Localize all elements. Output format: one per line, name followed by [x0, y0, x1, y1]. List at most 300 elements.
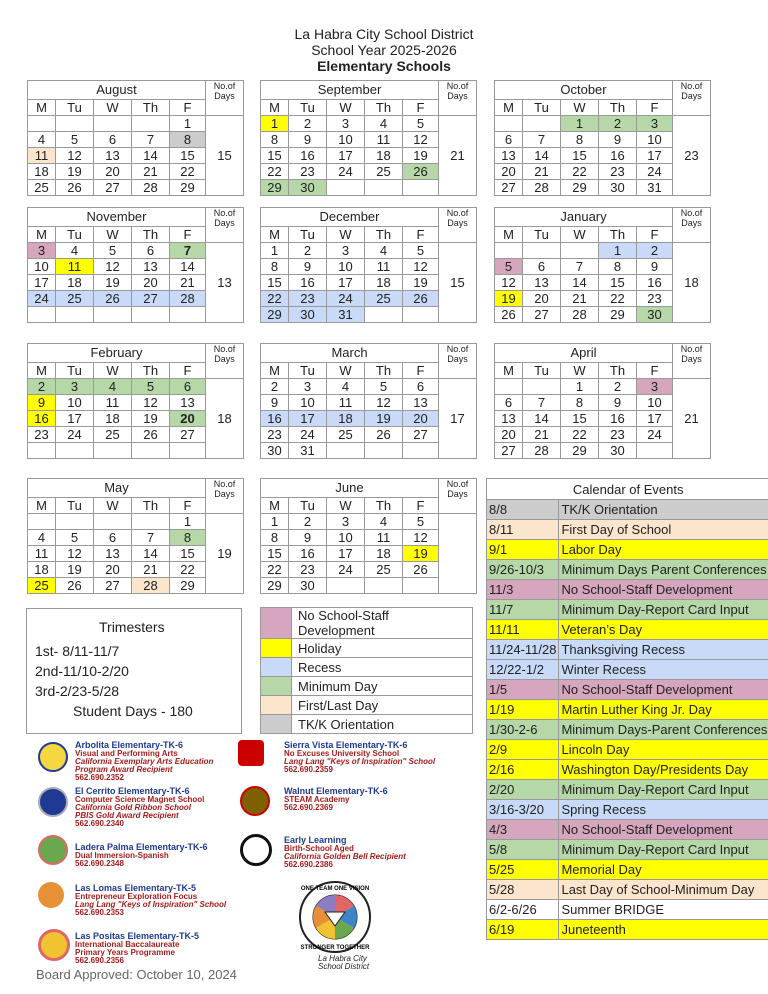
trimester-2: 2nd-11/10-2/20	[35, 663, 129, 679]
school-las-positas: Las Positas Elementary-TK-5 International Baccalaureate Primary Years Programme 562.690.2356	[75, 931, 200, 965]
day-cell	[28, 116, 56, 132]
day-cell: 2	[637, 243, 673, 259]
no-of-days-label: No.of Days	[439, 81, 477, 116]
event-date: 8/11	[487, 520, 559, 540]
school-ladera-palma: Ladera Palma Elementary-TK-6 Dual Immersion-Spanish 562.690.2348	[75, 842, 208, 868]
day-cell: 13	[403, 395, 439, 411]
day-cell: 29	[261, 578, 289, 594]
day-cell: 5	[495, 259, 523, 275]
no-of-days-label: No.of Days	[206, 81, 244, 116]
day-cell: 4	[365, 116, 403, 132]
weekday-header: F	[170, 227, 206, 243]
day-cell: 9	[599, 395, 637, 411]
day-cell: 18	[28, 562, 56, 578]
weekday-header: M	[28, 363, 56, 379]
day-cell: 24	[637, 164, 673, 180]
weekday-header: F	[637, 363, 673, 379]
seal-bottom-text: STRONGER TOGETHER	[300, 945, 370, 951]
weekday-header: M	[28, 498, 56, 514]
day-cell: 30	[599, 443, 637, 459]
day-cell: 23	[289, 164, 327, 180]
legend-label: Holiday	[292, 639, 473, 658]
day-cell: 27	[403, 427, 439, 443]
month-name: May	[28, 479, 206, 498]
seal-caption: La Habra City School District	[318, 954, 370, 971]
school-arbolita: Arbolita Elementary-TK-6 Visual and Performing Arts California Exemplary Arts Education Program Award Recipient 562.690.2352	[75, 740, 214, 782]
event-date: 1/30-2-6	[487, 720, 559, 740]
event-date: 11/11	[487, 620, 559, 640]
day-cell: 26	[365, 427, 403, 443]
day-cell: 7	[523, 132, 561, 148]
weekday-header: Tu	[523, 363, 561, 379]
day-cell: 30	[289, 307, 327, 323]
day-cell: 19	[365, 411, 403, 427]
weekday-header: M	[261, 363, 289, 379]
day-cell: 15	[261, 275, 289, 291]
legend-swatch-rec	[261, 658, 292, 677]
day-cell	[327, 443, 365, 459]
day-cell: 14	[132, 546, 170, 562]
weekday-header: Th	[132, 100, 170, 116]
trimesters-title: Trimesters	[99, 619, 165, 635]
day-cell: 11	[28, 546, 56, 562]
day-cell	[94, 514, 132, 530]
month-name: February	[28, 344, 206, 363]
day-cell: 13	[170, 395, 206, 411]
walnut-logo-icon	[240, 786, 270, 816]
legend-label: First/Last Day	[292, 696, 473, 715]
day-cell: 17	[637, 148, 673, 164]
day-cell: 1	[261, 514, 289, 530]
weekday-header: Th	[599, 100, 637, 116]
day-cell: 19	[403, 546, 439, 562]
day-cell: 19	[403, 275, 439, 291]
school-year: School Year 2025-2026	[311, 42, 457, 58]
event-name: Last Day of School-Minimum Day	[559, 880, 768, 900]
event-name: No School-Staff Development	[559, 680, 768, 700]
day-cell: 5	[403, 116, 439, 132]
day-cell	[365, 443, 403, 459]
day-cell: 13	[132, 259, 170, 275]
days-count: 18	[206, 379, 244, 459]
day-cell: 3	[327, 514, 365, 530]
day-cell: 26	[403, 291, 439, 307]
days-count: 21	[673, 379, 711, 459]
day-cell: 20	[170, 411, 206, 427]
events-title: Calendar of Events	[487, 479, 768, 500]
day-cell: 20	[495, 164, 523, 180]
event-name: Labor Day	[559, 540, 768, 560]
day-cell: 7	[132, 530, 170, 546]
day-cell: 3	[637, 116, 673, 132]
day-cell: 13	[94, 148, 132, 164]
day-cell: 20	[94, 164, 132, 180]
day-cell	[170, 307, 206, 323]
legend-label: No School-Staff Development	[292, 608, 473, 639]
day-cell: 29	[170, 578, 206, 594]
month-name: August	[28, 81, 206, 100]
month-october	[494, 80, 711, 196]
day-cell: 23	[289, 291, 327, 307]
day-cell: 2	[599, 379, 637, 395]
event-name: Minimum Days Parent Conferences	[559, 560, 768, 580]
day-cell: 8	[261, 132, 289, 148]
day-cell: 2	[28, 379, 56, 395]
day-cell: 19	[132, 411, 170, 427]
calendar-of-events	[486, 478, 768, 940]
day-cell: 11	[365, 259, 403, 275]
weekday-header: M	[261, 100, 289, 116]
day-cell: 6	[523, 259, 561, 275]
day-cell: 7	[132, 132, 170, 148]
event-name: Memorial Day	[559, 860, 768, 880]
month-september	[260, 80, 477, 196]
day-cell	[327, 180, 365, 196]
weekday-header: W	[327, 498, 365, 514]
weekday-header: F	[170, 498, 206, 514]
day-cell	[56, 307, 94, 323]
day-cell	[327, 578, 365, 594]
day-cell: 17	[327, 275, 365, 291]
month-april	[494, 343, 711, 459]
board-approved: Board Approved: October 10, 2024	[36, 967, 237, 982]
day-cell	[132, 443, 170, 459]
day-cell: 22	[170, 562, 206, 578]
weekday-header: F	[403, 363, 439, 379]
weekday-header: Th	[599, 227, 637, 243]
day-cell	[523, 379, 561, 395]
event-date: 8/8	[487, 500, 559, 520]
event-name: No School-Staff Development	[559, 580, 768, 600]
no-of-days-label: No.of Days	[673, 81, 711, 116]
day-cell: 16	[599, 148, 637, 164]
day-cell: 28	[132, 180, 170, 196]
event-date: 6/2-6/26	[487, 900, 559, 920]
no-of-days-label: No.of Days	[206, 208, 244, 243]
day-cell: 14	[523, 148, 561, 164]
event-name: No School-Staff Development	[559, 820, 768, 840]
day-cell: 4	[365, 243, 403, 259]
day-cell: 5	[56, 132, 94, 148]
day-cell: 15	[561, 148, 599, 164]
event-date: 9/1	[487, 540, 559, 560]
day-cell: 30	[289, 180, 327, 196]
day-cell: 5	[365, 379, 403, 395]
event-name: Martin Luther King Jr. Day	[559, 700, 768, 720]
day-cell: 4	[56, 243, 94, 259]
day-cell: 21	[561, 291, 599, 307]
days-count: 15	[439, 243, 477, 323]
event-date: 4/3	[487, 820, 559, 840]
event-name: Lincoln Day	[559, 740, 768, 760]
month-february	[27, 343, 244, 459]
day-cell: 5	[132, 379, 170, 395]
day-cell: 1	[170, 116, 206, 132]
day-cell: 12	[403, 132, 439, 148]
event-date: 12/22-1/2	[487, 660, 559, 680]
day-cell: 25	[56, 291, 94, 307]
day-cell: 9	[261, 395, 289, 411]
day-cell	[403, 180, 439, 196]
day-cell	[523, 243, 561, 259]
day-cell: 26	[56, 180, 94, 196]
day-cell: 16	[599, 411, 637, 427]
day-cell: 10	[637, 395, 673, 411]
day-cell: 11	[28, 148, 56, 164]
day-cell: 15	[261, 546, 289, 562]
day-cell: 20	[132, 275, 170, 291]
day-cell: 29	[599, 307, 637, 323]
day-cell: 1	[261, 116, 289, 132]
day-cell: 26	[56, 578, 94, 594]
day-cell: 26	[132, 427, 170, 443]
month-january	[494, 207, 711, 323]
day-cell: 26	[94, 291, 132, 307]
weekday-header: Tu	[523, 100, 561, 116]
day-cell: 20	[523, 291, 561, 307]
day-cell: 5	[403, 514, 439, 530]
day-cell: 23	[599, 427, 637, 443]
day-cell: 17	[289, 411, 327, 427]
event-name: Winter Recess	[559, 660, 768, 680]
day-cell: 14	[170, 259, 206, 275]
day-cell: 10	[289, 395, 327, 411]
day-cell: 5	[403, 243, 439, 259]
weekday-header: Tu	[523, 227, 561, 243]
day-cell: 18	[28, 164, 56, 180]
day-cell: 2	[289, 514, 327, 530]
weekday-header: F	[637, 227, 673, 243]
weekday-header: Tu	[56, 498, 94, 514]
day-cell: 6	[403, 379, 439, 395]
day-cell: 17	[327, 546, 365, 562]
day-cell: 16	[637, 275, 673, 291]
day-cell: 3	[28, 243, 56, 259]
day-cell: 20	[403, 411, 439, 427]
month-march	[260, 343, 477, 459]
day-cell: 15	[561, 411, 599, 427]
event-name: Washington Day/Presidents Day	[559, 760, 768, 780]
day-cell: 2	[289, 243, 327, 259]
day-cell: 17	[28, 275, 56, 291]
day-cell: 11	[365, 132, 403, 148]
day-cell: 16	[28, 411, 56, 427]
legend-label: Recess	[292, 658, 473, 677]
day-cell: 24	[637, 427, 673, 443]
no-of-days-label: No.of Days	[673, 344, 711, 379]
weekday-header: F	[170, 100, 206, 116]
day-cell: 3	[327, 243, 365, 259]
day-cell: 24	[327, 291, 365, 307]
trimester-3: 3rd-2/23-5/28	[35, 683, 120, 699]
district-seal-icon	[298, 880, 372, 954]
day-cell: 27	[523, 307, 561, 323]
arbolita-logo-icon	[38, 742, 68, 772]
month-name: March	[261, 344, 439, 363]
event-date: 11/7	[487, 600, 559, 620]
day-cell	[94, 443, 132, 459]
las-positas-logo-icon	[38, 929, 70, 961]
day-cell: 13	[523, 275, 561, 291]
month-december	[260, 207, 477, 323]
day-cell: 26	[403, 562, 439, 578]
day-cell: 13	[94, 546, 132, 562]
day-cell: 6	[132, 243, 170, 259]
day-cell: 10	[56, 395, 94, 411]
day-cell: 29	[261, 307, 289, 323]
day-cell: 3	[327, 116, 365, 132]
day-cell: 18	[365, 275, 403, 291]
ladera-palma-logo-icon	[38, 835, 68, 865]
month-name: September	[261, 81, 439, 100]
event-date: 11/3	[487, 580, 559, 600]
no-of-days-label: No.of Days	[206, 344, 244, 379]
days-count: 21	[439, 116, 477, 196]
event-date: 5/28	[487, 880, 559, 900]
day-cell: 8	[599, 259, 637, 275]
weekday-header: M	[495, 363, 523, 379]
day-cell: 25	[94, 427, 132, 443]
event-date: 1/19	[487, 700, 559, 720]
day-cell: 25	[365, 562, 403, 578]
day-cell: 19	[495, 291, 523, 307]
no-of-days-label: No.of Days	[439, 344, 477, 379]
day-cell: 18	[327, 411, 365, 427]
weekday-header: Th	[365, 227, 403, 243]
day-cell	[403, 578, 439, 594]
day-cell: 30	[599, 180, 637, 196]
days-count: 18	[673, 243, 711, 323]
day-cell: 8	[261, 530, 289, 546]
day-cell	[365, 180, 403, 196]
weekday-header: F	[403, 100, 439, 116]
las-lomas-lion-icon	[38, 882, 64, 908]
day-cell	[403, 443, 439, 459]
day-cell: 14	[523, 411, 561, 427]
day-cell: 11	[327, 395, 365, 411]
trimester-1: 1st- 8/11-11/7	[35, 643, 120, 659]
event-name: Summer BRIDGE	[559, 900, 768, 920]
day-cell: 1	[599, 243, 637, 259]
month-name: April	[495, 344, 673, 363]
day-cell: 19	[56, 562, 94, 578]
day-cell: 6	[94, 530, 132, 546]
day-cell: 9	[637, 259, 673, 275]
weekday-header: M	[261, 498, 289, 514]
day-cell: 29	[170, 180, 206, 196]
page-title: Elementary Schools	[317, 58, 451, 74]
day-cell: 3	[56, 379, 94, 395]
day-cell: 18	[365, 546, 403, 562]
event-name: TK/K Orientation	[559, 500, 768, 520]
day-cell: 11	[365, 530, 403, 546]
day-cell: 19	[403, 148, 439, 164]
days-count: 17	[439, 379, 477, 459]
day-cell	[561, 243, 599, 259]
month-name: January	[495, 208, 673, 227]
day-cell: 14	[561, 275, 599, 291]
day-cell: 3	[637, 379, 673, 395]
legend-swatch-tk	[261, 715, 292, 734]
day-cell	[56, 443, 94, 459]
day-cell: 24	[327, 164, 365, 180]
weekday-header: W	[327, 227, 365, 243]
weekday-header: F	[403, 498, 439, 514]
day-cell: 7	[561, 259, 599, 275]
weekday-header: W	[561, 363, 599, 379]
day-cell: 15	[261, 148, 289, 164]
event-date: 5/25	[487, 860, 559, 880]
weekday-header: Th	[599, 363, 637, 379]
legend-label: Minimum Day	[292, 677, 473, 696]
day-cell: 22	[261, 291, 289, 307]
day-cell: 13	[495, 148, 523, 164]
day-cell: 16	[261, 411, 289, 427]
day-cell	[56, 116, 94, 132]
day-cell: 9	[28, 395, 56, 411]
day-cell: 31	[327, 307, 365, 323]
day-cell: 12	[365, 395, 403, 411]
day-cell: 4	[365, 514, 403, 530]
legend-label: TK/K Orientation	[292, 715, 473, 734]
event-date: 2/16	[487, 760, 559, 780]
day-cell: 2	[599, 116, 637, 132]
day-cell: 22	[561, 427, 599, 443]
day-cell: 24	[56, 427, 94, 443]
day-cell: 8	[561, 395, 599, 411]
days-count: 19	[206, 514, 244, 594]
day-cell: 7	[170, 243, 206, 259]
legend-swatch-fl	[261, 696, 292, 715]
day-cell: 22	[261, 562, 289, 578]
day-cell: 9	[289, 259, 327, 275]
day-cell: 21	[523, 164, 561, 180]
day-cell: 11	[56, 259, 94, 275]
day-cell: 30	[637, 307, 673, 323]
day-cell: 21	[523, 427, 561, 443]
weekday-header: Tu	[56, 363, 94, 379]
legend-swatch-min	[261, 677, 292, 696]
day-cell: 26	[495, 307, 523, 323]
day-cell: 9	[289, 132, 327, 148]
weekday-header: W	[94, 498, 132, 514]
day-cell: 8	[561, 132, 599, 148]
day-cell: 13	[495, 411, 523, 427]
day-cell: 10	[28, 259, 56, 275]
day-cell: 23	[289, 562, 327, 578]
early-learning-panda-icon	[240, 834, 272, 866]
weekday-header: M	[28, 227, 56, 243]
weekday-header: W	[94, 100, 132, 116]
weekday-header: Th	[132, 498, 170, 514]
day-cell	[28, 307, 56, 323]
day-cell: 21	[132, 562, 170, 578]
event-name: First Day of School	[559, 520, 768, 540]
day-cell: 15	[170, 148, 206, 164]
day-cell: 10	[327, 259, 365, 275]
day-cell: 28	[523, 443, 561, 459]
day-cell	[56, 514, 94, 530]
day-cell: 29	[261, 180, 289, 196]
day-cell	[365, 578, 403, 594]
day-cell	[523, 116, 561, 132]
event-name: Minimum Day-Report Card Input	[559, 780, 768, 800]
day-cell: 18	[94, 411, 132, 427]
day-cell: 27	[132, 291, 170, 307]
trimesters-box	[26, 608, 242, 734]
days-count: 15	[206, 116, 244, 196]
student-days: Student Days - 180	[73, 703, 193, 719]
